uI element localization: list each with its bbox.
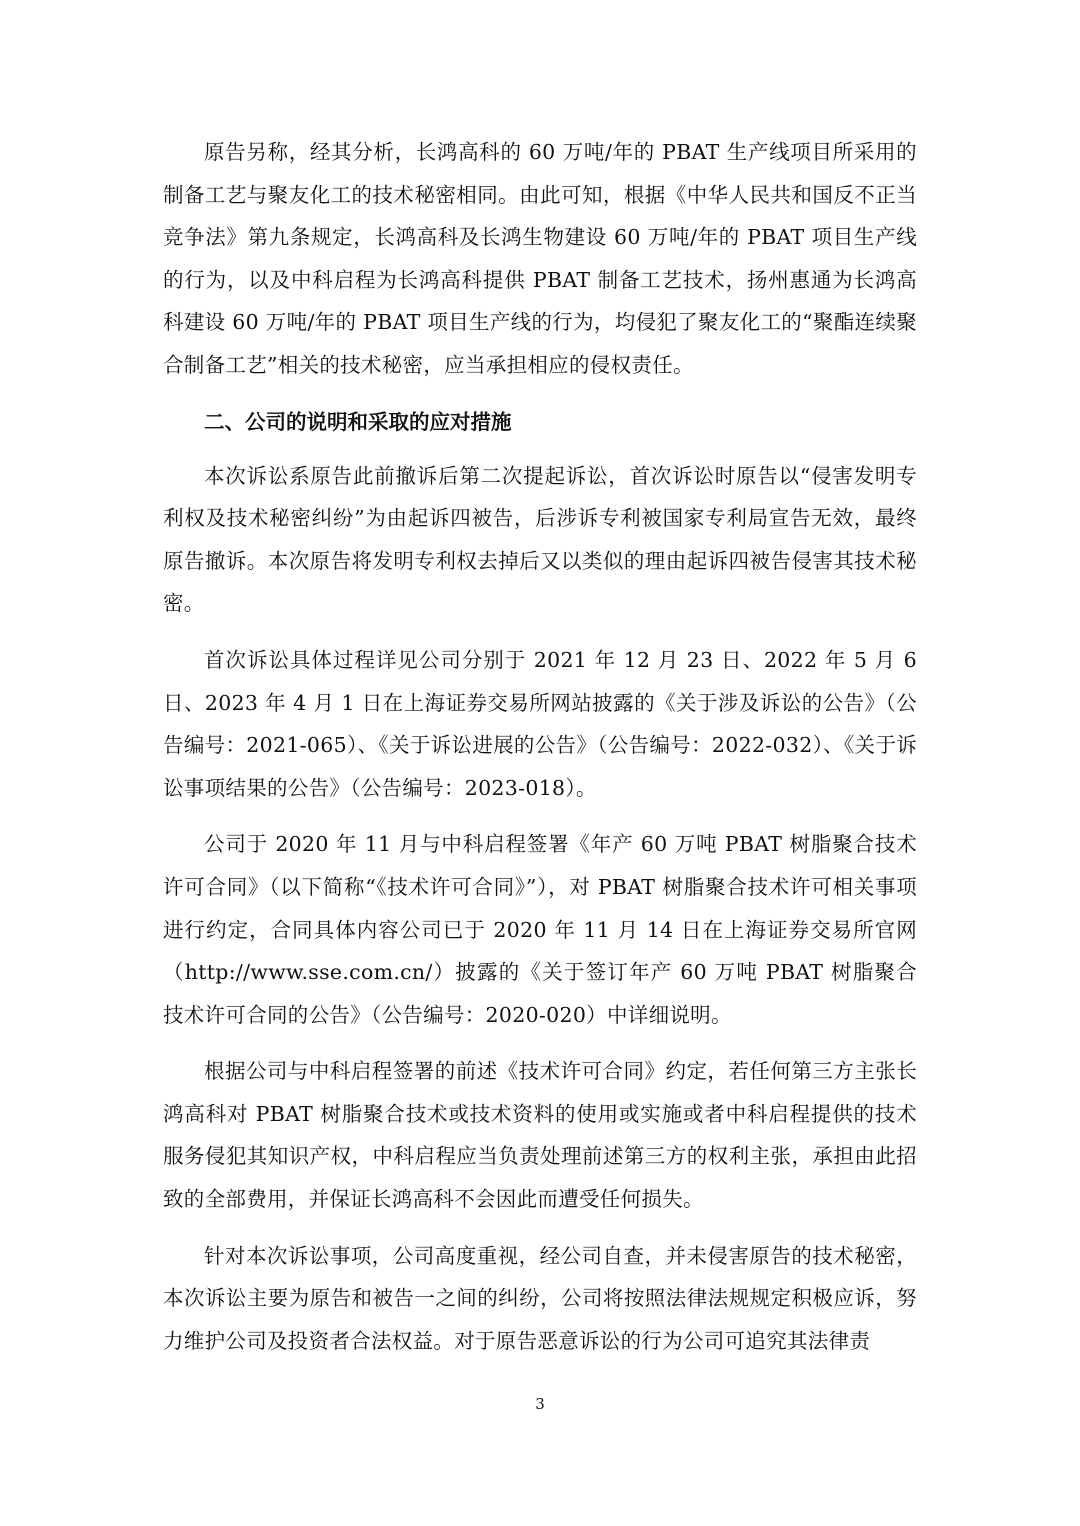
paragraph-first-lawsuit-details: 首次诉讼具体过程详见公司分别于 2021 年 12 月 23 日、2022 年 5 月 6 日、2023 年 4 月 1 日在上海证券交易所网站披露的《关于涉及诉讼的公告》（公告编号：2021-065）、《关于诉讼进展的公告》（公告编号：2022-032）、《关于诉讼事项结果的公告》（公告编号：2023-018）。: [163, 647, 917, 800]
paragraph-plaintiff-claim: 原告另称，经其分析，长鸿高科的 60 万吨/年的 PBAT 生产线项目所采用的制备工艺与聚友化工的技术秘密相同。由此可知，根据《中华人民共和国反不正当竞争法》第九条规定，长鸿高科及长鸿生物建设 60 万吨/年的 PBAT 项目生产线的行为，以及中科启程为长鸿高科提供 PBAT 制备工艺技术，扬州惠通为长鸿高科建设 60 万吨/年的 PBAT 项目生产线的行为，均侵犯了聚友化工的“聚酯连续聚合制备工艺”相关的技术秘密，应当承担相应的侵权责任。: [163, 140, 917, 377]
paragraph-license-contract: 公司于 2020 年 11 月与中科启程签署《年产 60 万吨 PBAT 树脂聚合技术许可合同》（以下简称“《技术许可合同》”），对 PBAT 树脂聚合技术许可相关事项进行约定，合同具体内容公司已于 2020 年 11 月 14 日在上海证券交易所官网（http://www.sse.com.cn/）披露的《关于签订年产 60 万吨 PBAT 树脂聚合技术许可合同的公告》（公告编号：2020-020）中详细说明。: [163, 832, 917, 1027]
section-heading: 二、公司的说明和采取的应对措施: [204, 409, 512, 434]
page-number: 3: [535, 1395, 545, 1413]
paragraph-company-response: 针对本次诉讼事项，公司高度重视，经公司自查，并未侵害原告的技术秘密，本次诉讼主要为原告和被告一之间的纠纷，公司将按照法律法规规定积极应诉，努力维护公司及投资者合法权益。对于原告恶意诉讼的行为公司可追究其法律责: [163, 1243, 917, 1353]
document-body: [163, 131, 917, 1376]
paragraph-second-lawsuit: 本次诉讼系原告此前撤诉后第二次提起诉讼，首次诉讼时原告以“侵害发明专利权及技术秘密纠纷”为由起诉四被告，后涉诉专利被国家专利局宣告无效，最终原告撤诉。本次原告将发明专利权去掉后又以类似的理由起诉四被告侵害其技术秘密。: [163, 463, 917, 616]
paragraph-contract-terms: 根据公司与中科启程签署的前述《技术许可合同》约定，若任何第三方主张长鸿高科对 PBAT 树脂聚合技术或技术资料的使用或实施或者中科启程提供的技术服务侵犯其知识产权，中科启程应当负责处理前述第三方的权利主张，承担由此招致的全部费用，并保证长鸿高科不会因此而遭受任何损失。: [163, 1059, 917, 1212]
